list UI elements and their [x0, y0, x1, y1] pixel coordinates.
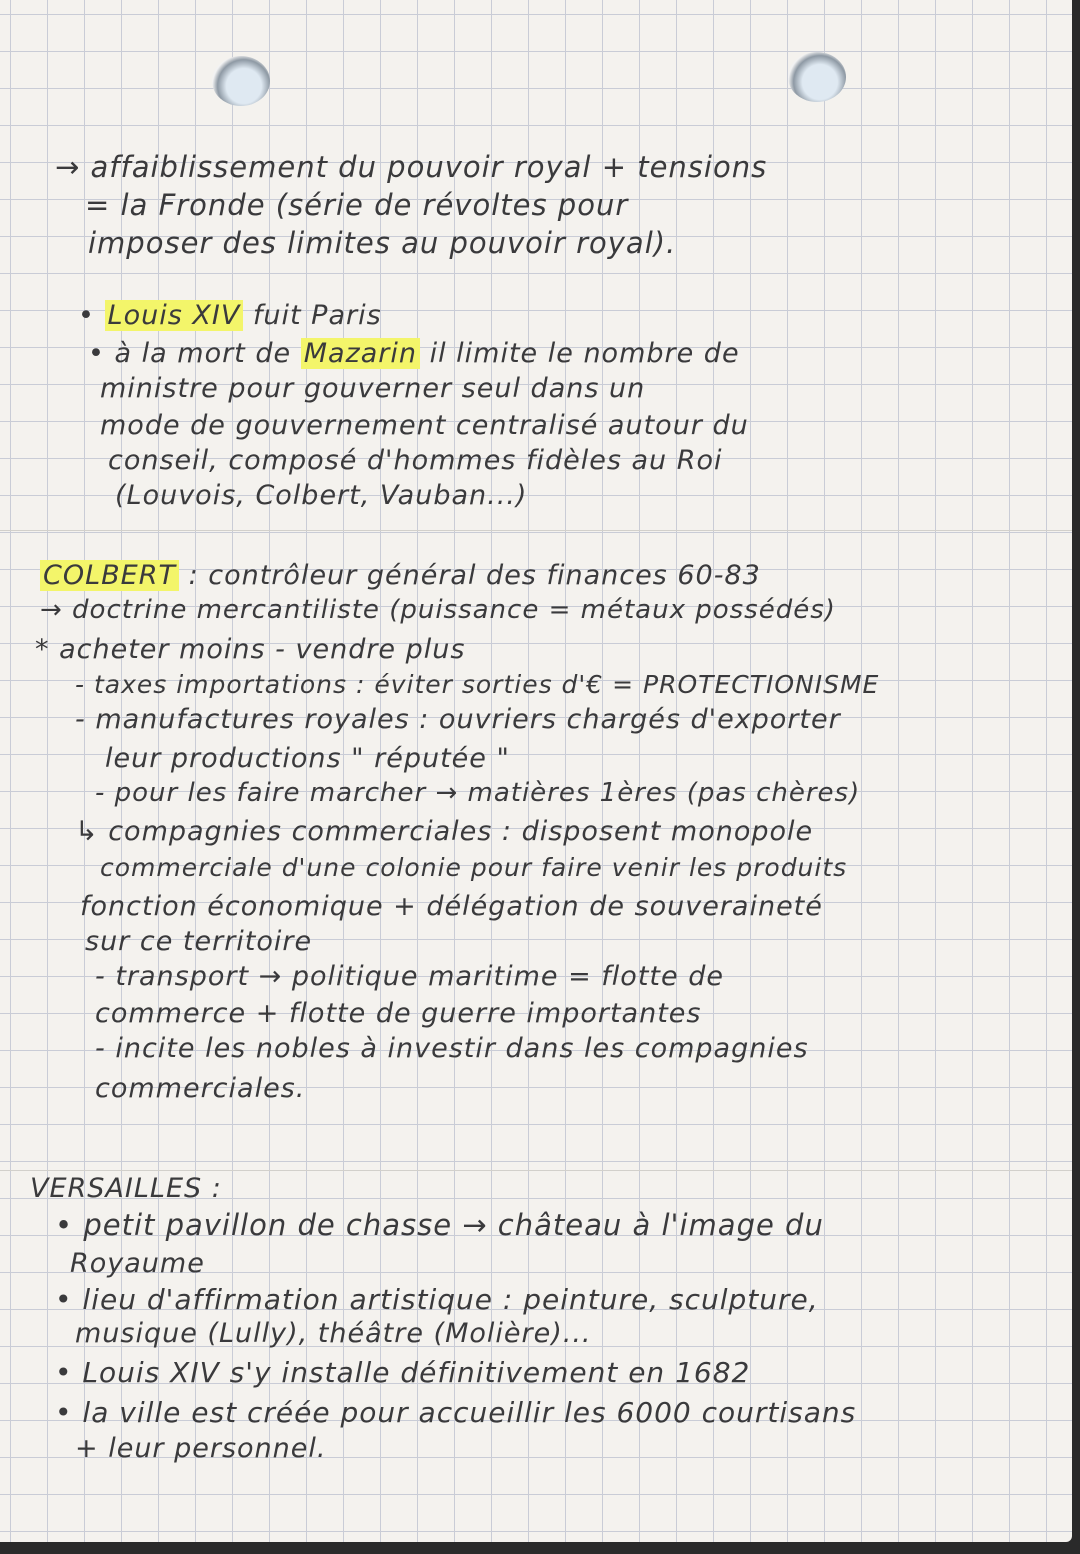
note-line: commerciales.	[95, 1073, 306, 1104]
note-line: ↳ compagnies commerciales : disposent monopole	[75, 816, 814, 847]
text: : contrôleur général des finances 60-83	[188, 560, 761, 591]
note-line: imposer des limites au pouvoir royal).	[88, 226, 677, 260]
note-line: fonction économique + délégation de souveraineté	[80, 891, 823, 922]
note-line: mode de gouvernement centralisé autour du	[100, 410, 749, 441]
note-line: musique (Lully), théâtre (Molière)...	[75, 1318, 592, 1349]
note-line: → doctrine mercantiliste (puissance = métaux possédés)	[40, 595, 836, 625]
note-line: leur productions " réputée "	[105, 743, 510, 774]
punch-hole	[788, 52, 846, 102]
section-title	[40, 560, 761, 591]
note-line: • Louis XIV s'y installe définitivement en 1682	[55, 1356, 751, 1389]
note-line: • petit pavillon de chasse → château à l'image du	[55, 1208, 824, 1242]
text: il limite le nombre de	[429, 338, 740, 369]
note-line: ministre pour gouverner seul dans un	[100, 373, 646, 404]
note-line: (Louvois, Colbert, Vauban...)	[115, 480, 528, 511]
note-line: - manufactures royales : ouvriers chargés d'exporter	[75, 704, 841, 735]
section-title: VERSAILLES :	[30, 1173, 222, 1204]
note-line: conseil, composé d'hommes fidèles au Roi	[108, 445, 723, 476]
note-line: = la Fronde (série de révoltes pour	[85, 188, 629, 222]
text: • à la mort de	[88, 338, 292, 369]
note-bullet-line	[88, 338, 740, 369]
note-bullet-line	[78, 300, 382, 331]
note-line: - incite les nobles à investir dans les compagnies	[95, 1033, 809, 1064]
note-line: - transport → politique maritime = flotte de	[95, 961, 724, 992]
sheet-divider	[0, 1170, 1072, 1171]
note-line: → affaiblissement du pouvoir royal + tensions	[55, 150, 768, 184]
highlighted-text: COLBERT	[40, 560, 179, 591]
note-line: commerciale d'une colonie pour faire venir les produits	[100, 853, 848, 882]
note-line: Royaume	[70, 1248, 205, 1279]
note-line: commerce + flotte de guerre importantes	[95, 998, 702, 1029]
sheet-divider	[0, 530, 1072, 531]
note-line: • la ville est créée pour accueillir les 6000 courtisans	[55, 1396, 857, 1429]
note-line: sur ce territoire	[85, 926, 313, 957]
note-line: + leur personnel.	[75, 1433, 327, 1464]
note-line: • lieu d'affirmation artistique : peinture, sculpture,	[55, 1283, 819, 1316]
note-line: - taxes importations : éviter sorties d'€ = PROTECTIONISME	[75, 670, 880, 699]
note-line: * acheter moins - vendre plus	[35, 634, 466, 665]
text: fuit Paris	[252, 300, 382, 331]
highlighted-text: Louis XIV	[105, 300, 244, 331]
bullet: •	[78, 300, 95, 331]
highlighted-text: Mazarin	[301, 338, 420, 369]
punch-hole	[212, 56, 270, 106]
note-line: - pour les faire marcher → matières 1ères (pas chères)	[95, 778, 861, 808]
